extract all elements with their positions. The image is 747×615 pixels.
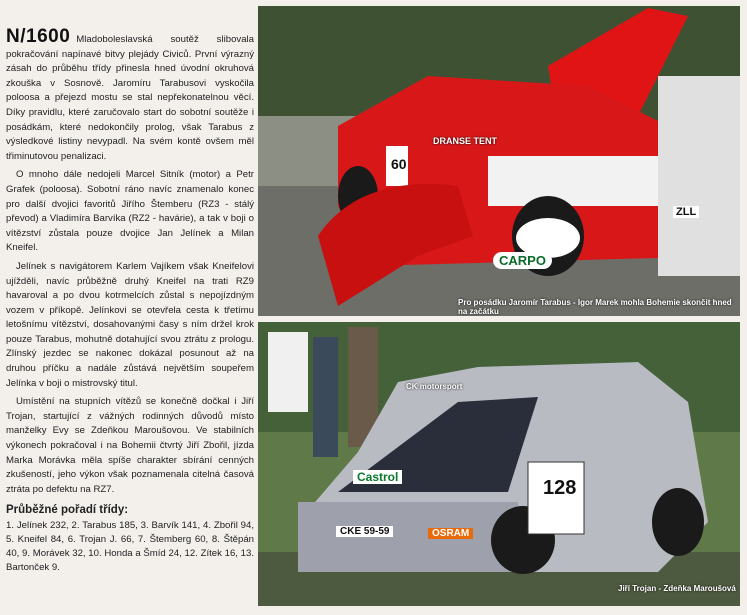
rally-photo-civic xyxy=(258,6,740,316)
windshield-banner: CK motorsport xyxy=(406,382,463,391)
article-paragraph: N/1600 Mladoboleslavská soutěž slibovala pokračování napínavé bitvy plejády Civiců. První výrazný zásah do průběhu třídy přinesla hned úvodní okruhová zkouška v Sosnově. Jaromíru Tarabusovi vyskočila poloosa a přejezd mostu se stal nepřekonatelnou věcí. Díky pravidlu, které zaručovalo start do sobotní soutěže i posádkám, které nedokončily prolog, však Tarabus z výsledkové listiny nevypadl. Na svém kontě ovšem měl třiminutovou penalizaci. xyxy=(6,26,254,162)
category-heading: N/1600 xyxy=(6,26,71,47)
sponsor-decal: CARPO xyxy=(493,252,552,269)
standings-heading: Průběžné pořadí třídy: xyxy=(6,504,129,517)
hood-decal: DRANSE TENT xyxy=(433,136,498,146)
car-number: 128 xyxy=(543,477,577,499)
polo-illustration xyxy=(258,322,740,606)
sponsor-decal: Castrol xyxy=(353,470,402,484)
photo-caption: Jiří Trojan - Zdeňka Maroušová xyxy=(618,584,736,593)
article-paragraph: O mnoho dále nedojeli Marcel Sitník (motor) a Petr Grafek (poloosa). Sobotní ráno navíc znamenalo konec pro další dvojici favoritů Jiřího Štemberu (RZ3 - stálý převod) a Vladimíra Barvíka (RZ2 - havárie), a tak v boji o vítězství zůstala pouze dvojice Jan Jelínek a Milan Kneifel. xyxy=(6,169,254,254)
plate-text: ZLL xyxy=(673,206,699,218)
article-column xyxy=(6,26,254,575)
article-paragraph: Umístění na stupních vítězů se konečně dočkal i Jiří Trojan, startující z vážných rodinných důvodů místo manželky Evy se Zdeňkou Maroušovou. Ve stabilních výkonech pokračoval i na Bohemii čtvrtý Jiří Zbořil, jízda Marka Morávka měla spíše charakter sbírání cenných zkušeností, jeho výkon však poznamenala citelná časová ztráta po defektu na RZ7. xyxy=(6,396,254,495)
plate-text: CKE 59-59 xyxy=(336,526,393,537)
photo-caption: Pro posádku Jaromír Tarabus - Igor Marek mohla Bohemie skončit hned na začátku xyxy=(458,298,732,316)
car-number: 60 xyxy=(391,156,407,172)
standings-list: 1. Jelínek 232, 2. Tarabus 185, 3. Barvík 141, 4. Zbořil 94, 5. Kneifel 84, 6. Trojan J. 66, 7. Štemberg 60, 8. Štěpán 40, 9. Morávek 32, 10. Honda a Šmíd 24, 12. Zítek 16, 13. Bartonček 9. xyxy=(6,520,254,573)
sponsor-decal: OSRAM xyxy=(428,528,473,539)
rally-photo-polo xyxy=(258,322,740,606)
article-paragraph: Jelínek s navigátorem Karlem Vajíkem však Kneifelovi ujížděli, navíc průběžně druhý Kneifel na trati RZ9 havaroval a po dvou kotrmelcích zůstal s nepojízdným vozem v příkopě. Jelínkovi se otevřela cesta k třetímu letošnímu vítězství, dosahovanými časy s ním držel krok pouze Tarabus, mohutně dotahující svou ztrátu z prologu. Zlínský jezdec se nakonec dokázal posunout až na druhou příčku a nadále zůstává největším soupeřem Jelínka v boji o mistrovský titul. xyxy=(6,260,254,389)
civic-illustration xyxy=(258,6,740,316)
